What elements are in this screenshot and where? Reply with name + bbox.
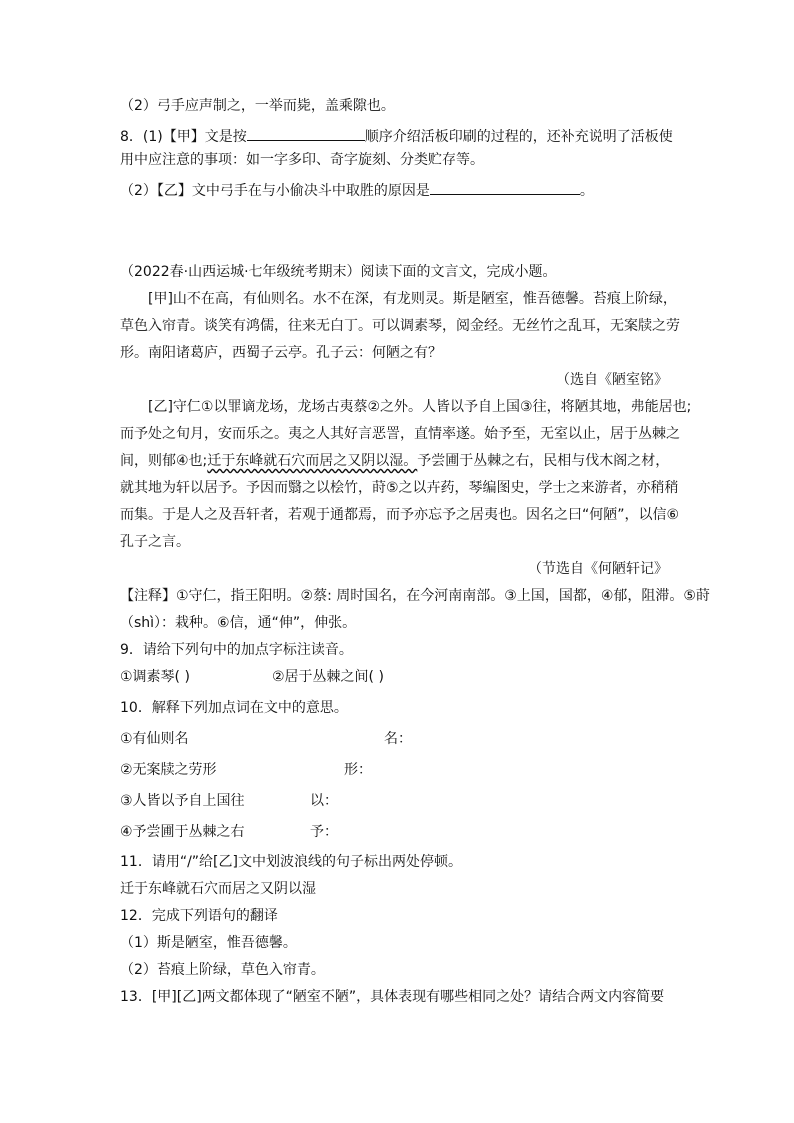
q10-item-2-label[interactable]: 形：	[344, 762, 372, 778]
q12-prompt: 12．完成下列语句的翻译	[120, 908, 278, 924]
notes-line-2: （shì）：栽种。⑥信，通“伸”，伸张。	[120, 615, 357, 631]
yi-line-4: 就其地为轩以居予。予因而翳之以桧竹，莳⑤之以卉药，琴编图史，学士之来游者，亦稍稍	[120, 480, 679, 496]
jia-line-2: 草色入帘青。谈笑有鸿儒，往来无白丁。可以调素琴，阅金经。无丝竹之乱耳，无案牍之劳	[120, 318, 680, 334]
q10-item-4-text: ④予尝圃于丛棘之右	[120, 824, 245, 840]
jia-line-3: 形。南阳诸葛庐，西蜀子云亭。孔子云：何陋之有？	[120, 345, 442, 361]
q8-blank-1[interactable]	[247, 124, 365, 141]
q11-prompt: 11．请用“/”给[乙]文中划波浪线的句子标出两处停顿。	[120, 854, 462, 870]
q8-part1-line1	[120, 124, 673, 147]
source-line: （2022春·山西运城·七年级统考期末）阅读下面的文言文，完成小题。	[120, 264, 557, 280]
q8-part1-suffix: 顺序介绍活板印刷的过程的，还补充说明了活板使	[364, 129, 673, 145]
q12-item-1: （1）斯是陋室，惟吾德馨。	[120, 935, 297, 951]
yi-line-3-end: 予尝圃于丛棘之右，民相与伐木阁之材，	[417, 453, 670, 469]
q11-sentence[interactable]: 迁于东峰就石穴而居之又阴以湿	[120, 881, 316, 897]
yi-line-1: [乙]守仁①以罪谪龙场，龙场古夷蔡②之外。人皆以予自上国③往，将陋其地，弗能居也;	[148, 399, 692, 415]
q10-item-3-label[interactable]: 以：	[310, 793, 338, 809]
yi-line-5: 而集。于是人之及吾轩者，若观于通都焉，而予亦忘予之居夷也。因名之曰“何陋”，以信⑥	[120, 507, 680, 523]
q9-prompt: 9．请给下列句中的加点字标注读音。	[120, 642, 353, 658]
yi-line-2: 而予处之旬月，安而乐之。夷之人其好言恶詈，直情率遂。始予至，无室以止，居于丛棘之	[120, 426, 680, 442]
q10-item-1-text: ①有仙则名	[120, 731, 189, 747]
q8-part2-prefix: （2）【乙】文中弓手在与小偷决斗中取胜的原因是	[120, 183, 430, 199]
q10-item-4-label[interactable]: 予：	[310, 824, 338, 840]
yi-line-3	[120, 451, 669, 471]
q12-item-2: （2）苔痕上阶绿，草色入帘青。	[120, 962, 325, 978]
jia-line-1: [甲]山不在高，有仙则名。水不在深，有龙则灵。斯是陋室，惟吾德馨。苔痕上阶绿，	[148, 291, 677, 307]
q8-blank-2[interactable]	[430, 178, 580, 195]
q9-item-2[interactable]: ②居于丛棘之间( )	[272, 669, 384, 685]
q10-prompt: 10．解释下列加点词在文中的意思。	[120, 700, 348, 716]
q7-part2: （2）弓手应声制之，一举而毙，盖乘隙也。	[120, 98, 395, 114]
wavy-underlined-sentence: 迁于东峰就石穴而居之又阴以湿。	[207, 453, 418, 469]
yi-line-6: 孔子之言。	[120, 534, 190, 550]
q10-item-1-label[interactable]: 名：	[384, 731, 412, 747]
q8-part1-prefix: 8．(1)【甲】文是按	[120, 129, 247, 145]
yi-source: （节选自《何陋轩记》	[528, 561, 668, 577]
notes-line-1: 【注释】①守仁，指王阳明。②蔡: 周时国名，在今河南南部。③上国，国都，④郁，阻滞。⑤莳	[120, 588, 710, 604]
q8-part1-line2: 用中应注意的事项：如一字多印、奇字旋刻、分类贮存等。	[120, 152, 484, 168]
q8-part2-end: 。	[579, 183, 594, 199]
q9-item-1[interactable]: ①调素琴( )	[120, 669, 190, 685]
yi-line-3-start: 间，则郁④也;	[120, 453, 208, 469]
q10-item-3-text: ③人皆以予自上国往	[120, 793, 245, 809]
jia-source: （选自《陋室铭》	[556, 372, 668, 388]
q10-item-2-text: ②无案牍之劳形	[120, 762, 217, 778]
q13-prompt: 13．[甲][乙]两文都体现了“陋室不陋”，具体表现有哪些相同之处？请结合两文内容简要	[120, 989, 665, 1005]
q8-part2	[120, 178, 594, 201]
